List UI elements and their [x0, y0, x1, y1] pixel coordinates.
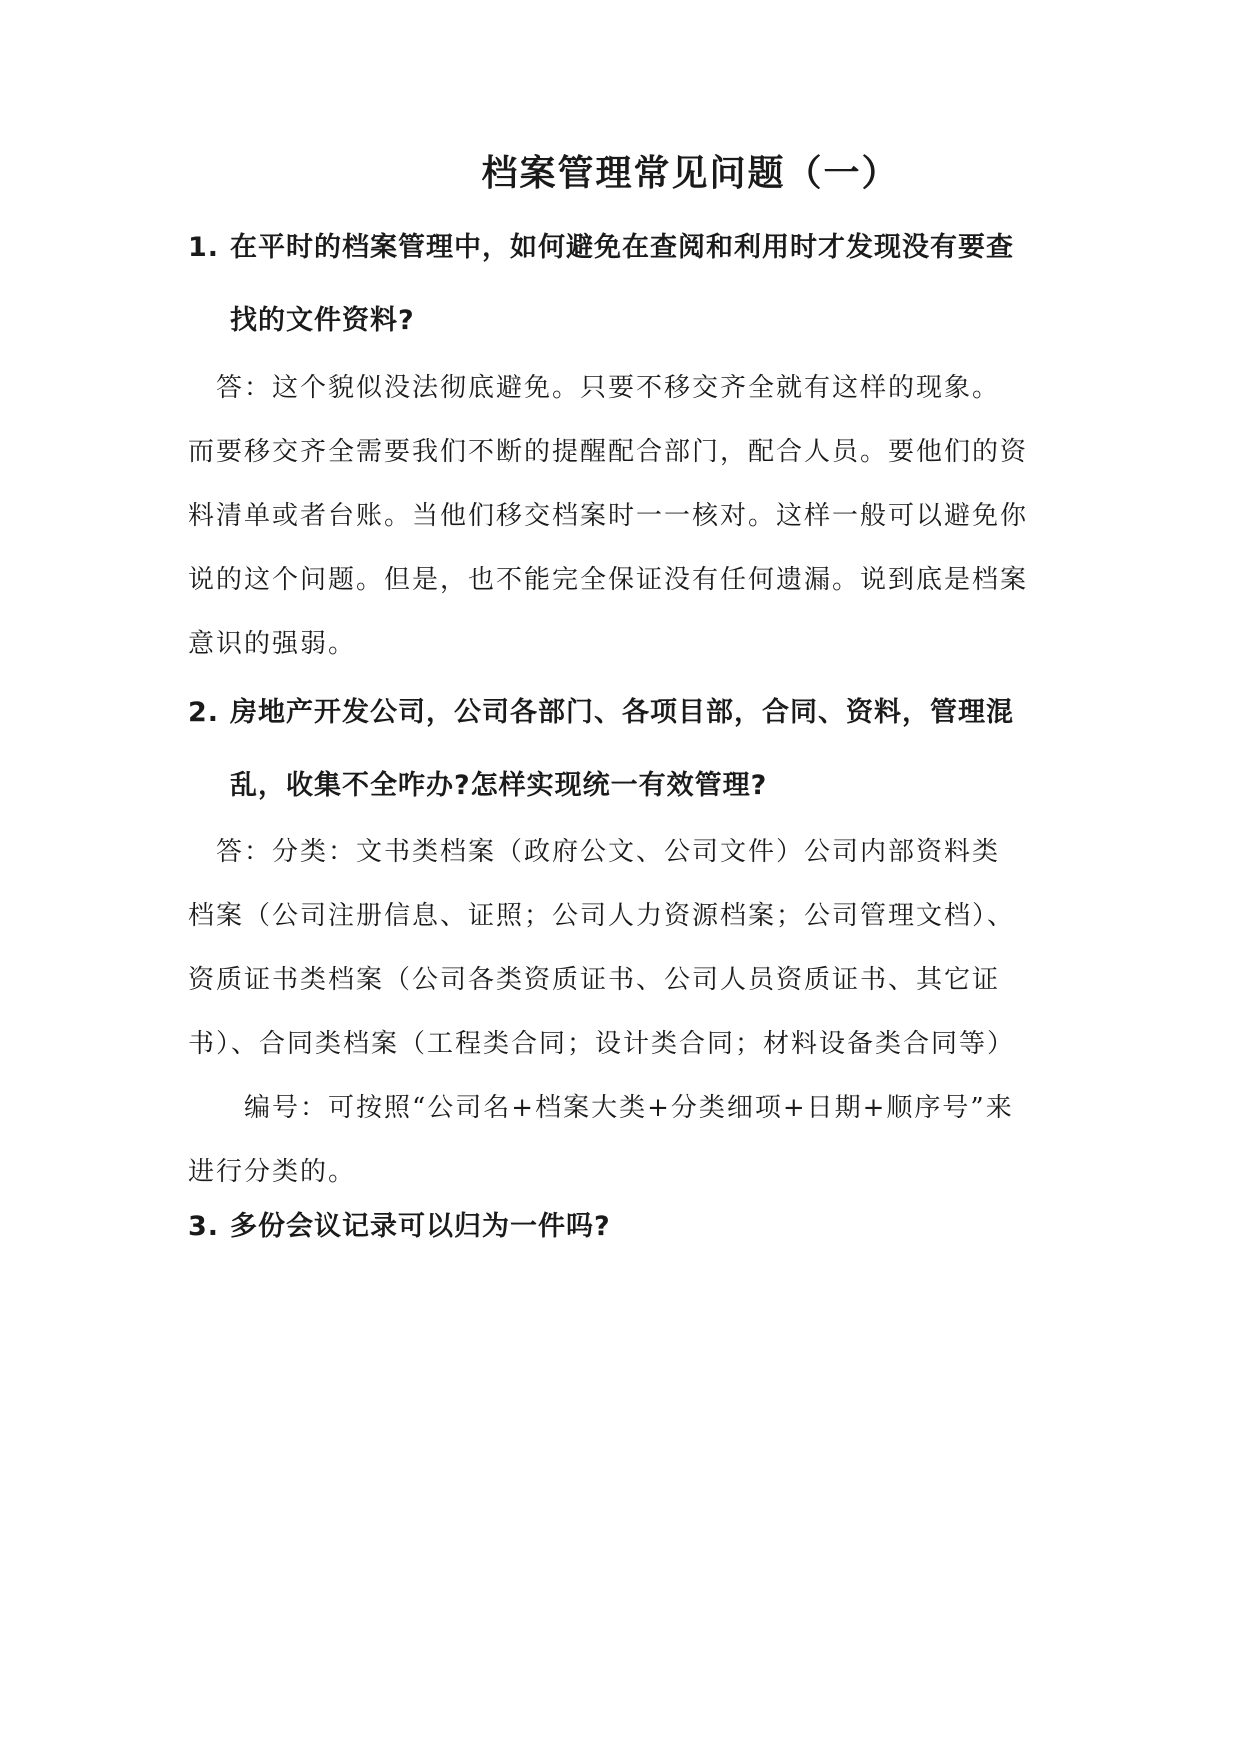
question-number: 3. — [188, 1211, 220, 1242]
question-line: 乱，收集不全咋办?怎样实现统一有效管理? — [230, 770, 768, 801]
question-number: 2. — [188, 697, 220, 728]
answer-2 — [188, 832, 1058, 1192]
question-line: 找的文件资料? — [230, 305, 415, 336]
answer-line: 档案（公司注册信息、证照；公司人力资源档案；公司管理文档）、 — [188, 901, 1016, 931]
answer-line: 编号：可按照“公司名+档案大类+分类细项+日期+顺序号”来 — [188, 1093, 1014, 1123]
answer-line: 说的这个问题。但是，也不能完全保证没有任何遗漏。说到底是档案 — [188, 565, 1029, 595]
answer-line: 答：这个貌似没法彻底避免。只要不移交齐全就有这样的现象。 — [188, 373, 1001, 403]
page-title: 档案管理常见问题（一） — [481, 153, 900, 194]
answer-1 — [188, 368, 1058, 664]
answer-line: 资质证书类档案（公司各类资质证书、公司人员资质证书、其它证 — [188, 965, 1001, 995]
question-text — [188, 693, 1058, 806]
question-number: 1. — [188, 232, 220, 263]
answer-line: 书）、合同类档案（工程类合同；设计类合同；材料设备类合同等） — [188, 1029, 1016, 1059]
question-text — [188, 228, 1058, 341]
question-line: 多份会议记录可以归为一件吗? — [230, 1211, 611, 1242]
question-2 — [188, 693, 1058, 806]
question-3 — [188, 1207, 1058, 1247]
question-line: 房地产开发公司，公司各部门、各项目部，合同、资料，管理混 — [230, 697, 1014, 728]
answer-line: 意识的强弱。 — [188, 629, 357, 659]
answer-line: 进行分类的。 — [188, 1157, 357, 1187]
answer-line: 而要移交齐全需要我们不断的提醒配合部门，配合人员。要他们的资 — [188, 437, 1029, 467]
question-line: 在平时的档案管理中，如何避免在查阅和利用时才发现没有要查 — [230, 232, 1014, 263]
question-1 — [188, 228, 1058, 341]
answer-line: 料清单或者台账。当他们移交档案时一一核对。这样一般可以避免你 — [188, 501, 1029, 531]
question-text — [188, 1207, 1058, 1247]
answer-line: 答：分类：文书类档案（政府公文、公司文件）公司内部资料类 — [188, 837, 1001, 867]
